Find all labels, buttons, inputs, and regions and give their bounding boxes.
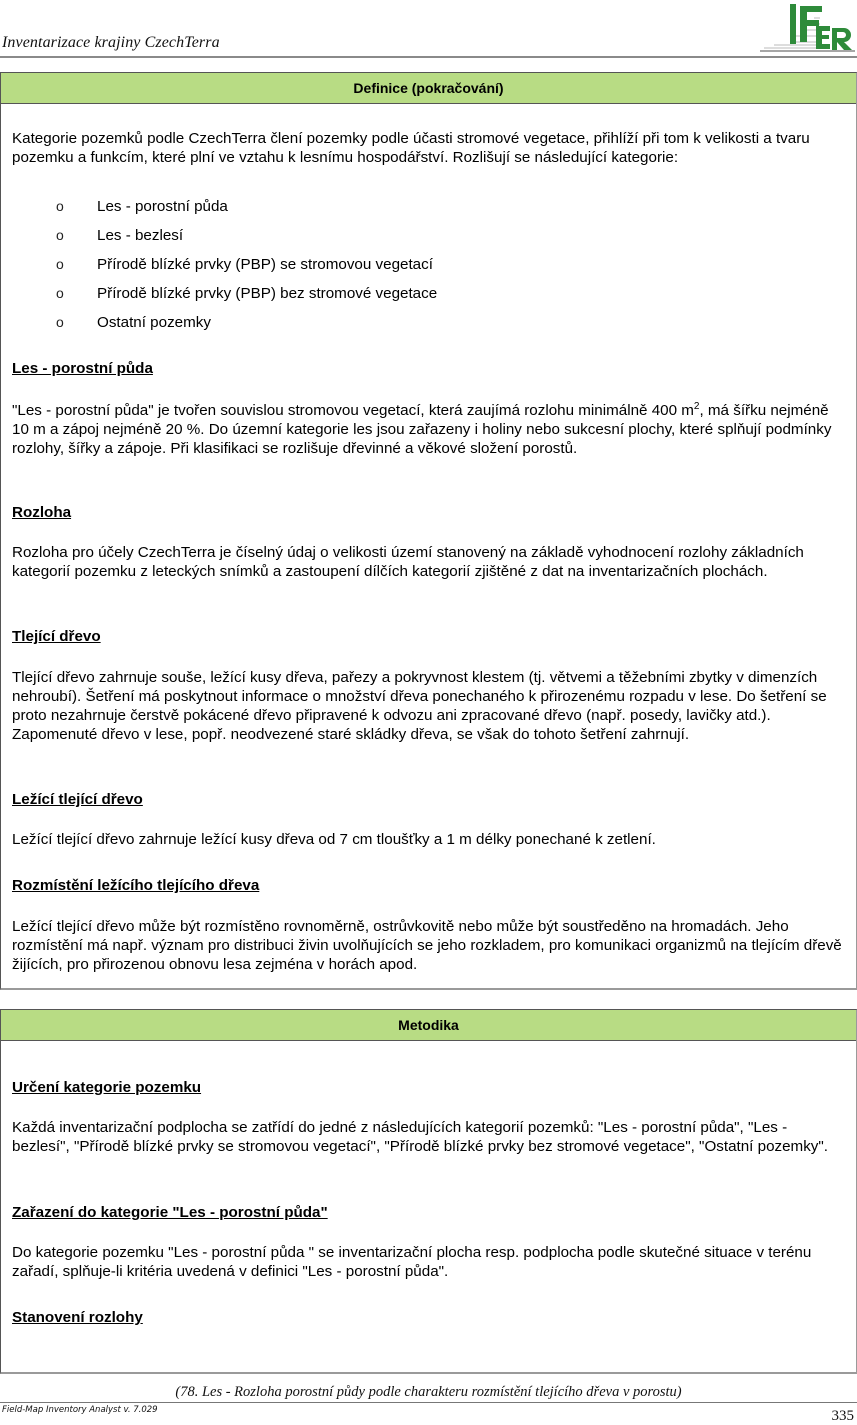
- ifer-logo-icon: [760, 2, 855, 52]
- bullet-icon: o: [56, 314, 64, 330]
- page-header: [0, 0, 857, 58]
- figure-caption: (78. Les - Rozloha porostní půdy podle charakteru rozmístění tlejícího dřeva v porostu): [175, 1384, 682, 1400]
- zarazeni-text: Do kategorie pozemku "Les - porostní půda " se inventarizační plocha resp. podplocha podle skutečné situace v terénu zařadí, splňuje-li kritéria uvedená v definici "Les - porostní půda".: [12, 1244, 812, 1280]
- definice-section: [0, 72, 857, 990]
- heading-rozloha: Rozloha: [12, 504, 72, 521]
- heading-tlejici-drevo: Tlející dřevo: [12, 628, 101, 645]
- heading-stanoveni-rozlohy: Stanovení rozlohy: [12, 1309, 143, 1326]
- rozloha-text: Rozloha pro účely CzechTerra je číselný údaj o velikosti území stanovený na základě vyhodnocení rozlohy základních kategorií pozemku z leteckých snímků a zastoupení dílčích kategorií zjištěné z dat na inventarizačních plochách.: [12, 544, 804, 580]
- footer-rule: [0, 1402, 857, 1403]
- definice-intro: Kategorie pozemků podle CzechTerra člení pozemky podle účasti stromové vegetace, přihlíží při tom k velikosti a tvaru pozemku a funkcím, které plní ve vztahu k lesnímu hospodářství. Rozlišují se následující kategorie:: [12, 130, 810, 166]
- list-item: o Přírodě blízké prvky (PBP) se stromovou vegetací: [12, 250, 842, 279]
- heading-rozmisteni: Rozmístění ležícího tlejícího dřeva: [12, 877, 260, 894]
- lezici-tlejici-drevo-text: Ležící tlející dřevo zahrnuje ležící kusy dřeva od 7 cm tloušťky a 1 m délky ponechané k zetlení.: [12, 831, 656, 848]
- list-item: o Ostatní pozemky: [12, 308, 842, 337]
- rozmisteni-text: Ležící tlející dřevo může být rozmístěno rovnoměrně, ostrůvkovitě nebo může být soustředěno na hromadách. Jeho rozmístění má např. význam pro distribuci živin uvolňujících se jeho rozkladem, pro komunikaci organizmů na tlejícím dřevě žijících, pro přirozenou obnovu lesa zejména v horách apod.: [12, 918, 842, 973]
- list-item: o Les - porostní půda: [12, 192, 842, 221]
- list-item: o Přírodě blízké prvky (PBP) bez stromové vegetace: [12, 279, 842, 308]
- bullet-icon: o: [56, 256, 64, 272]
- software-version: Field-Map Inventory Analyst v. 7.029: [2, 1405, 158, 1415]
- bullet-icon: o: [56, 198, 64, 214]
- heading-lezici-tlejici-drevo: Ležící tlející dřevo: [12, 791, 143, 808]
- heading-les-porostni-puda: Les - porostní půda: [12, 360, 153, 377]
- urceni-kategorie-text: Každá inventarizační podplocha se zatřídí do jedné z následujících kategorií pozemků: "Les - porostní půda", "Les - bezlesí", "Přírodě blízké prvky se stromovou vegetací", "Přírodě blízké prvky bez stromové vegetace", "Ostatní pozemky".: [12, 1119, 829, 1155]
- heading-urceni-kategorie: Určení kategorie pozemku: [12, 1079, 202, 1096]
- header-rule: [0, 56, 857, 58]
- bullet-icon: o: [56, 227, 64, 243]
- metodika-section: [0, 1009, 857, 1374]
- document-title: Inventarizace krajiny CzechTerra: [2, 34, 220, 51]
- section-header: Metodika: [1, 1010, 856, 1041]
- category-list: [12, 192, 842, 337]
- heading-zarazeni: Zařazení do kategorie "Les - porostní půda": [12, 1204, 328, 1221]
- list-item: o Les - bezlesí: [12, 221, 842, 250]
- page-number: 335: [831, 1408, 854, 1424]
- section-header: Definice (pokračování): [1, 73, 856, 104]
- tlejici-drevo-text: Tlející dřevo zahrnuje souše, ležící kusy dřeva, pařezy a pokryvnost klestem (tj. větvemi a těžebními zbytky v dimenzích nehroubí). Šetření má poskytnout informace o množství dřeva ponechaného k přirozenému rozpadu v lese. Do šetření se proto nezahrnuje čerstvě pokácené dřevo připravené k odvozu ani zpracované dřevo (např. posedy, lavičky atd.). Zapomenuté dřevo v lese, popř. neodvezené staré skládky dřeva, se však do tohoto šetření zahrnují.: [12, 669, 827, 743]
- les-porostni-puda-text: "Les - porostní půda" je tvořen souvislou stromovou vegetací, která zaujímá rozlohu minimálně 400 $m^2$, má šířku nejméně 10 m a zápoj nejméně 20 %. Do územní kategorie les jsou zařazeny i holiny nebo sukcesní plochy, které splňují podmínky rozlohy, šířky a zápoje. Při klasifikaci se rozlišuje dřevinné a věkové složení porostů.: [12, 400, 832, 457]
- bullet-icon: o: [56, 285, 64, 301]
